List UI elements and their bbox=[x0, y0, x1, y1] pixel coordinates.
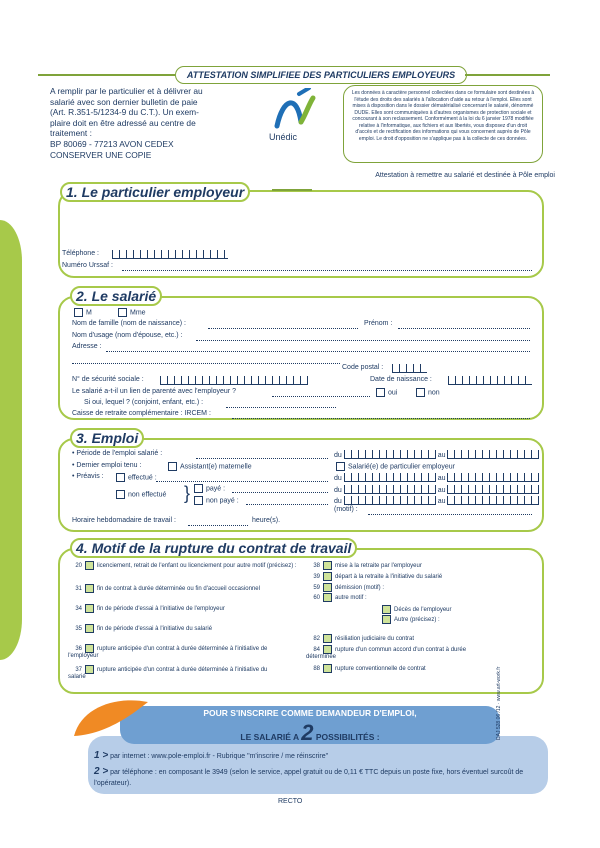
hours-unit: heure(s). bbox=[252, 517, 281, 524]
pension-fund-field[interactable] bbox=[232, 411, 530, 419]
section2-title: 2. Le salarié bbox=[70, 286, 162, 306]
option-employee[interactable]: Salarié(e) de particulier employeur bbox=[336, 462, 455, 471]
postal-code-label: Code postal : bbox=[342, 364, 384, 371]
checkbox-done[interactable] bbox=[116, 473, 125, 482]
reason-37[interactable]: 37 rupture anticipée d'un contrat à durée déterminée à l'initiative du salarié bbox=[68, 665, 278, 681]
weekly-hours-label: Horaire hebdomadaire de travail : bbox=[72, 517, 176, 524]
postal-code-field[interactable] bbox=[392, 364, 427, 373]
date-row-3: du au bbox=[334, 485, 539, 494]
kinship-yes[interactable]: oui bbox=[376, 388, 397, 397]
notice-label: • Préavis : bbox=[72, 473, 104, 480]
reason-20[interactable]: 20 licenciement, retrait de l'enfant ou licenciement pour autre motif (précisez) : bbox=[68, 561, 300, 570]
date-to-4[interactable] bbox=[447, 496, 539, 505]
banner-line-2: LE SALARIÉ A 2 POSSIBILITÉS : bbox=[240, 720, 380, 745]
checkbox-no[interactable] bbox=[416, 388, 425, 397]
usage-name-label: Nom d'usage (nom d'épouse, etc.) : bbox=[72, 332, 183, 339]
checkbox-60[interactable] bbox=[323, 593, 332, 602]
gender-mme[interactable]: Mme bbox=[118, 308, 146, 317]
section1-rule bbox=[272, 189, 312, 191]
birth-date-label: Date de naissance : bbox=[370, 376, 432, 383]
date-from-4[interactable] bbox=[344, 496, 436, 505]
reason-38[interactable]: 38 mise à la retraite par l'employeur bbox=[306, 561, 526, 570]
social-security-field[interactable] bbox=[160, 376, 308, 385]
date-from-2[interactable] bbox=[344, 473, 436, 482]
date-to-3[interactable] bbox=[447, 485, 539, 494]
checkbox-m[interactable] bbox=[74, 308, 83, 317]
date-row-4: du au bbox=[334, 496, 539, 505]
checkbox-39[interactable] bbox=[323, 572, 332, 581]
date-row-2: du au bbox=[334, 473, 539, 482]
checkbox-37[interactable] bbox=[85, 665, 94, 674]
section4-title: 4. Motif de la rupture du contrat de travail bbox=[70, 538, 357, 558]
unedic-logo: Unédic bbox=[265, 88, 325, 148]
checkbox-34[interactable] bbox=[85, 604, 94, 613]
reason-35[interactable]: 35 fin de période d'essai à l'initiative du salarié bbox=[68, 624, 278, 633]
first-name-field[interactable] bbox=[398, 321, 530, 329]
reason-31[interactable]: 31 fin de contrat à durée déterminée ou fin d'accueil occasionnel bbox=[68, 584, 278, 593]
kinship-label: Le salarié a-t-il un lien de parenté avec l'employeur ? bbox=[72, 388, 236, 395]
checkbox-20[interactable] bbox=[85, 561, 94, 570]
intro-text: A remplir par le particulier et à délivrer au salarié avec son dernier bulletin de paie (Art. R.351-5/1234-9 du C.T.). Un exem- plaire doit en être adressé au centre de traitement : BP 80069 - 77213 AVON CEDEX CONSERVER UNE COPIE bbox=[50, 86, 203, 160]
urssaf-field[interactable] bbox=[122, 263, 532, 271]
kinship-no[interactable]: non bbox=[416, 388, 440, 397]
option-internet: 1 > par internet : www.pole-emploi.fr - Rubrique "m'inscrire / me réinscrire" bbox=[94, 750, 329, 761]
date-from-3[interactable] bbox=[344, 485, 436, 494]
social-security-label: N° de sécurité sociale : bbox=[72, 376, 144, 383]
recto-label: RECTO bbox=[278, 798, 303, 805]
reason-39[interactable]: 39 départ à la retraite à l'initiative du salarié bbox=[306, 572, 526, 581]
checkbox-employee[interactable] bbox=[336, 462, 345, 471]
checkbox-59[interactable] bbox=[323, 583, 332, 592]
family-name-label: Nom de famille (nom de naissance) : bbox=[72, 320, 186, 327]
weekly-hours-field[interactable] bbox=[188, 518, 248, 526]
brace: } bbox=[184, 483, 191, 503]
which-relation-label: Si oui, lequel ? (conjoint, enfant, etc.) : bbox=[84, 399, 204, 406]
paid-field[interactable] bbox=[232, 485, 328, 493]
data-protection-notice: Les données à caractère personnel collectées dans ce formulaire sont destinées à l'étude des droits des salariés à l'allocation d'aide au retour à l'emploi. Elles sont mises à disposition dans le dossier dématérialisé concernant le salarié, dénommé DUDE. Elles sont communiquées à d'autres organismes de protection sociale et concourant à son reclassement. Conformément à la loi du 6 janvier 1978 modifiée relative à l'informatique, aux fichiers et aux libertés, vous disposez d'un droit d'accès et de rectification des informations qui vous concernent auprès de Pôle emploi. Le droit d'opposition ne s'applique pas à la collecte de ces données. bbox=[343, 85, 543, 163]
reason-field[interactable] bbox=[368, 507, 532, 515]
reason-other[interactable]: Autre (précisez) : bbox=[382, 615, 440, 624]
attestation-note: Attestation à remettre au salarié et destinée à Pôle emploi bbox=[375, 172, 555, 179]
title-rule-left bbox=[38, 74, 175, 76]
checkbox-death[interactable] bbox=[382, 605, 391, 614]
family-name-field[interactable] bbox=[208, 321, 358, 329]
checkbox-assistant[interactable] bbox=[168, 462, 177, 471]
phone-field[interactable] bbox=[112, 250, 228, 259]
reason-label: (motif) : bbox=[334, 506, 358, 513]
checkbox-36[interactable] bbox=[85, 644, 94, 653]
checkbox-82[interactable] bbox=[323, 634, 332, 643]
reason-88[interactable]: 88 rupture conventionnelle de contrat bbox=[306, 664, 526, 673]
last-job-label: • Dernier emploi tenu : bbox=[72, 462, 142, 469]
pension-fund-label: Caisse de retraite complémentaire : IRCEM : bbox=[72, 410, 211, 417]
checkbox-84[interactable] bbox=[323, 645, 332, 654]
unpaid-field[interactable] bbox=[246, 497, 328, 505]
which-relation-field[interactable] bbox=[226, 400, 336, 408]
orange-leaf bbox=[70, 696, 150, 738]
reason-60[interactable]: 60 autre motif : bbox=[306, 593, 526, 602]
date-from-1[interactable] bbox=[344, 450, 436, 459]
option-phone: 2 > par téléphone : en composant le 3949 (selon le service, appel gratuit ou de 0,11 € TTC depuis un poste fixe, hors éventuel surcoût de l'opérateur). bbox=[94, 766, 524, 787]
reason-34[interactable]: 34 fin de période d'essai à l'initiative de l'employeur bbox=[68, 604, 278, 613]
date-row-1: du au bbox=[334, 450, 539, 459]
date-to-1[interactable] bbox=[447, 450, 539, 459]
usage-name-field[interactable] bbox=[196, 333, 530, 341]
checkbox-88[interactable] bbox=[323, 664, 332, 673]
title-rule-right bbox=[465, 74, 550, 76]
green-side-band bbox=[0, 220, 22, 660]
first-name-label: Prénom : bbox=[364, 320, 393, 327]
reason-36[interactable]: 36 rupture anticipée d'un contrat à durée déterminée à l'initiative de l'employeur bbox=[68, 644, 278, 660]
kinship-field[interactable] bbox=[272, 389, 370, 397]
option-done[interactable]: effectué : bbox=[116, 473, 157, 482]
phone-label: Téléphone : bbox=[62, 250, 99, 257]
date-to-2[interactable] bbox=[447, 473, 539, 482]
section3-title: 3. Emploi bbox=[70, 428, 144, 448]
reason-death[interactable]: Décès de l'employeur bbox=[382, 605, 452, 614]
form-title: ATTESTATION SIMPLIFIEE DES PARTICULIERS EMPLOYEURS bbox=[175, 66, 467, 84]
gender-m[interactable]: M bbox=[74, 308, 92, 317]
checkbox-yes[interactable] bbox=[376, 388, 385, 397]
option-unpaid[interactable]: non payé : bbox=[194, 496, 239, 505]
checkbox-paid[interactable] bbox=[194, 484, 203, 493]
address-field-2[interactable] bbox=[72, 356, 340, 364]
period-label: • Période de l'emploi salarié : bbox=[72, 450, 163, 457]
reason-82[interactable]: 82 résiliation judiciaire du contrat bbox=[306, 634, 526, 643]
reason-59[interactable]: 59 démission (motif) : bbox=[306, 583, 526, 592]
option-not-done[interactable]: non effectué bbox=[116, 490, 166, 499]
banner-line-1: POUR S'INSCRIRE COMME DEMANDEUR D'EMPLOI, bbox=[203, 708, 417, 718]
address-label: Adresse : bbox=[72, 343, 102, 350]
checkbox-35[interactable] bbox=[85, 624, 94, 633]
option-paid[interactable]: payé : bbox=[194, 484, 225, 493]
option-assistant[interactable]: Assistant(e) maternelle bbox=[168, 462, 252, 471]
period-field[interactable] bbox=[196, 451, 328, 459]
urssaf-label: Numéro Urssaf : bbox=[62, 262, 113, 269]
side-reference: DAJ 528 06 /12 · www.art-work.fr bbox=[496, 666, 502, 740]
checkbox-unpaid[interactable] bbox=[194, 496, 203, 505]
checkbox-not-done[interactable] bbox=[116, 490, 125, 499]
reason-84[interactable]: 84 rupture d'un commun accord d'un contrat à durée déterminée bbox=[306, 645, 496, 661]
checkbox-mme[interactable] bbox=[118, 308, 127, 317]
section1-title: 1. Le particulier employeur bbox=[60, 182, 250, 202]
notice-done-field[interactable] bbox=[156, 474, 328, 482]
checkbox-31[interactable] bbox=[85, 584, 94, 593]
address-field[interactable] bbox=[106, 344, 530, 352]
checkbox-other[interactable] bbox=[382, 615, 391, 624]
checkbox-38[interactable] bbox=[323, 561, 332, 570]
birth-date-field[interactable] bbox=[448, 376, 532, 385]
